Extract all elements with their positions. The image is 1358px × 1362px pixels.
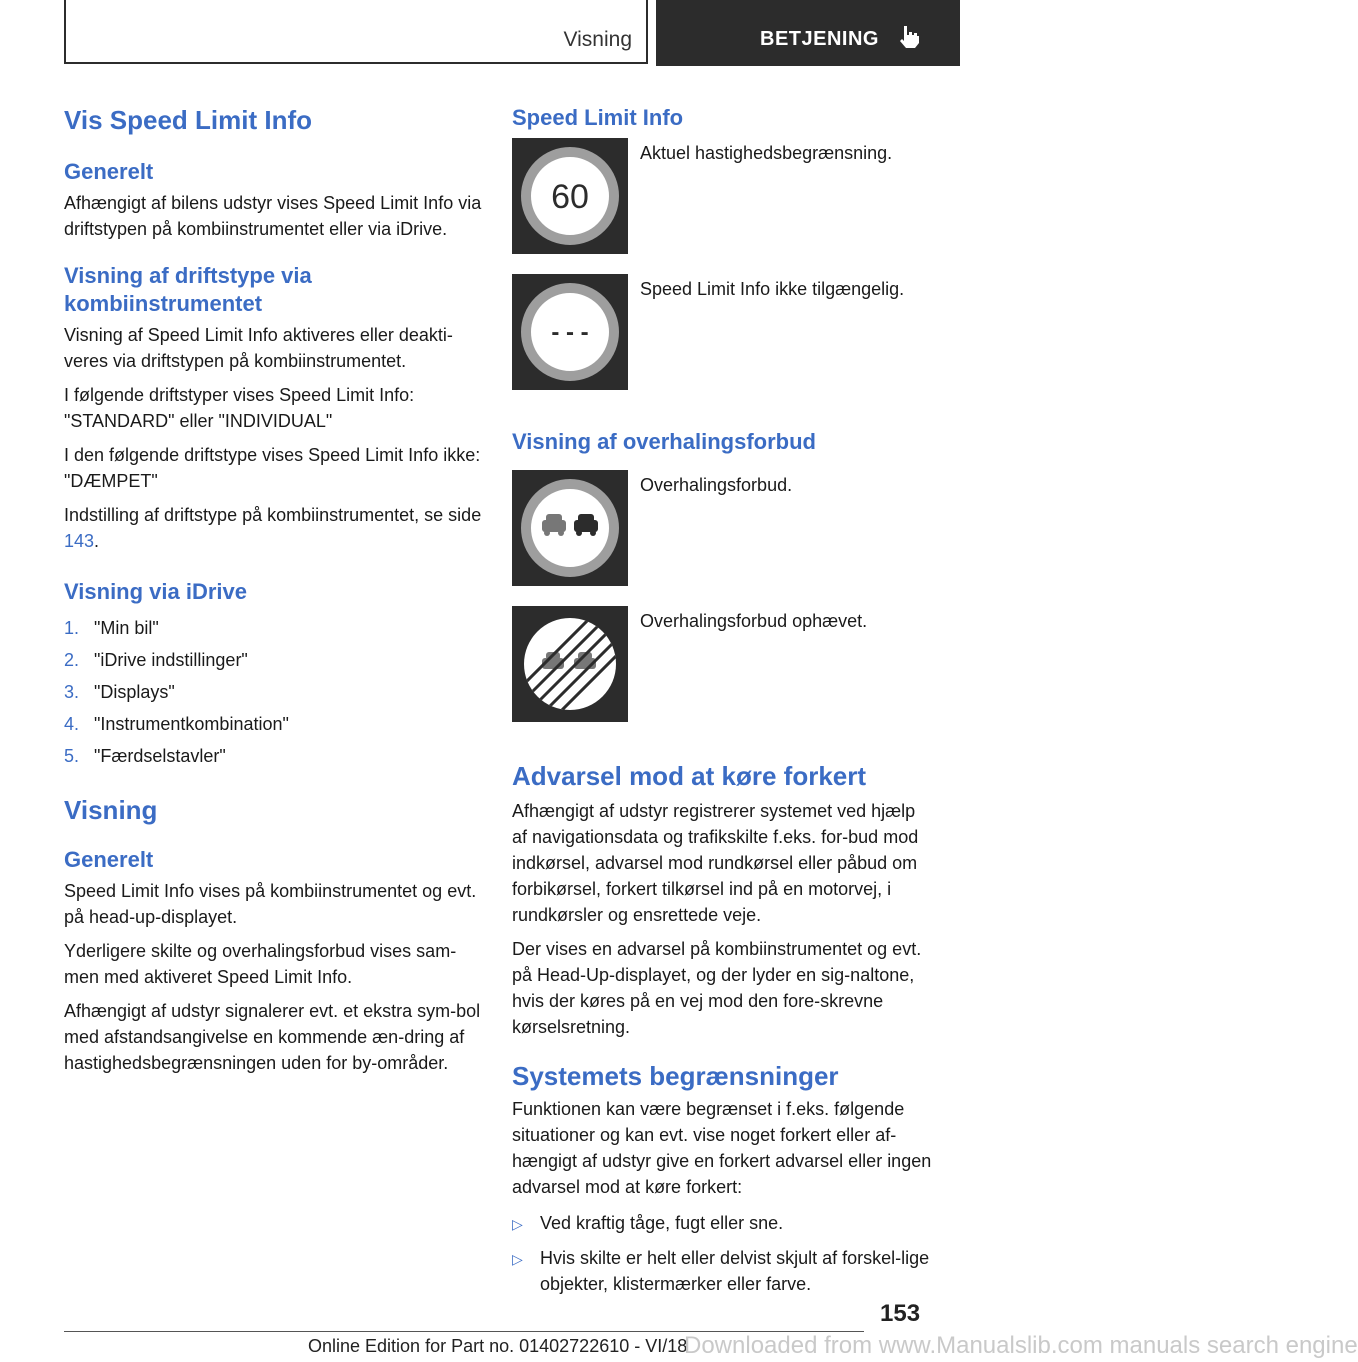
step-number: 1. <box>64 618 80 638</box>
title-visning: Visning <box>64 795 158 825</box>
sign-dash-symbol: - - - <box>551 319 589 346</box>
heading-generelt: Generelt <box>64 159 154 184</box>
sign-row-no-overtaking <box>512 470 932 606</box>
step-text: "Displays" <box>94 682 175 702</box>
step-text: "iDrive indstillinger" <box>94 650 248 670</box>
sign-60-text: Aktuel hastighedsbegrænsning. <box>640 143 893 163</box>
visning-paragraph-3: Afhængigt af udstyr signalerer evt. et ekstra sym‐bol med afstandsangivelse en kommende æn‐dring af hastighedsbegrænsningen uden for by‐områder. <box>64 1001 481 1073</box>
list-item <box>64 612 484 644</box>
begraensninger-paragraph: Funktionen kan være begrænset i f.eks. følgende situationer og kan evt. vise noget forkert eller af‐hængigt af udstyr give en forkert advarsel eller ingen advarsel mod at køre forkert: <box>512 1099 932 1197</box>
heading-driftstype-kombi: Visning af driftstype via kombiinstrumentet <box>64 263 312 316</box>
sign-60-number: 60 <box>551 178 589 216</box>
header-chapter-box <box>656 0 960 66</box>
footer-edition-text: Online Edition for Part no. 01402722610 - VI/18 <box>308 1336 688 1356</box>
kombi-paragraph-1: Visning af Speed Limit Info aktiveres eller deakti‐veres via driftstypen på kombiinstrumentet. <box>64 325 453 371</box>
step-number: 3. <box>64 682 80 702</box>
list-item <box>64 708 484 740</box>
no-overtaking-sign-icon <box>512 470 628 586</box>
sign-unavailable-text: Speed Limit Info ikke tilgængelig. <box>640 279 905 299</box>
step-text: "Min bil" <box>94 618 159 638</box>
heading-visning-generelt: Generelt <box>64 847 154 872</box>
kombi-paragraph-4-text: Indstilling af driftstype på kombiinstrumentet, se side <box>64 505 482 525</box>
right-column <box>512 100 932 1305</box>
title-systemets-begraensninger: Systemets begrænsninger <box>512 1061 839 1091</box>
title-advarsel: Advarsel mod at køre forkert <box>512 761 867 791</box>
kombi-paragraph-4-end: . <box>94 531 100 551</box>
sign-no-overtaking-text: Overhalingsforbud. <box>640 475 793 495</box>
header-section-box <box>64 0 648 64</box>
list-item <box>64 676 484 708</box>
speed-limit-unavailable-sign-icon <box>512 274 628 390</box>
triangle-bullet-icon: ▷ <box>512 1251 523 1267</box>
visning-paragraph-1: Speed Limit Info vises på kombiinstrumentet og evt. på head-up-displayet. <box>64 881 477 927</box>
heading-overhalingsforbud: Visning af overhalingsforbud <box>512 429 816 454</box>
kombi-paragraph-4 <box>64 502 484 554</box>
page-number: 153 <box>880 1300 921 1327</box>
heading-visning-via-idrive: Visning via iDrive <box>64 579 248 604</box>
header-section-title: Visning <box>563 28 632 51</box>
heading-speed-limit-info: Speed Limit Info <box>512 105 684 130</box>
manualslib-watermark: Downloaded from www.Manualslib.com manuals search engine <box>684 1332 1358 1359</box>
generelt-text: Afhængigt af bilens udstyr vises Speed Limit Info via driftstypen på kombiinstrumentet eller via iDrive. <box>64 193 482 239</box>
list-item <box>64 740 484 772</box>
idrive-steps-list <box>64 612 484 772</box>
left-column <box>64 100 484 1076</box>
title-vis-speed-limit-info: Vis Speed Limit Info <box>64 105 313 135</box>
list-item <box>512 1210 932 1237</box>
step-text: "Færdselstavler" <box>94 746 226 766</box>
advarsel-paragraph-2: Der vises en advarsel på kombiinstrumentet og evt. på Head-Up-displayet, og der lyder en sig‐naltone, hvis der køres på en vej mod den fore‐skrevne kørselsretning. <box>512 939 922 1037</box>
kombi-paragraph-3: I den følgende driftstype vises Speed Limit Info ikke: "DÆMPET" <box>64 445 481 491</box>
bullet-text: Hvis skilte er helt eller delvist skjult af forskel‐lige objekter, klistermærker eller farve. <box>540 1248 930 1294</box>
sign-row-60 <box>512 138 932 274</box>
speed-limit-60-sign-icon <box>512 138 628 254</box>
triangle-bullet-icon: ▷ <box>512 1216 523 1232</box>
kombi-paragraph-2: I følgende driftstyper vises Speed Limit Info: "STANDARD" eller "INDIVIDUAL" <box>64 385 415 431</box>
advarsel-paragraph-1: Afhængigt af udstyr registrerer systemet ved hjælp af navigationsdata og trafikskilte f.eks. for‐bud mod indkørsel, advarsel mod rundkørsel eller påbud om forbikørsel, forkert tilkørsel ind på en motorvej, i rundkørsler og ensrettede veje. <box>512 801 919 925</box>
begraensninger-list <box>512 1210 932 1297</box>
step-number: 4. <box>64 714 80 734</box>
list-item <box>64 644 484 676</box>
step-number: 2. <box>64 650 80 670</box>
step-text: "Instrumentkombination" <box>94 714 289 734</box>
page-link-143[interactable]: 143 <box>64 531 95 551</box>
end-no-overtaking-sign-icon <box>512 606 628 722</box>
step-number: 5. <box>64 746 80 766</box>
sign-row-unavailable <box>512 274 932 410</box>
sign-end-no-overtaking-text: Overhalingsforbud ophævet. <box>640 611 868 631</box>
pointing-hand-icon <box>896 24 922 55</box>
list-item <box>512 1245 932 1297</box>
bullet-text: Ved kraftig tåge, fugt eller sne. <box>540 1213 784 1233</box>
header-chapter-title: BETJENING <box>760 28 879 50</box>
sign-row-end-no-overtaking <box>512 606 932 742</box>
visning-paragraph-2: Yderligere skilte og overhalingsforbud vises sam‐men med aktiveret Speed Limit Info. <box>64 941 457 987</box>
